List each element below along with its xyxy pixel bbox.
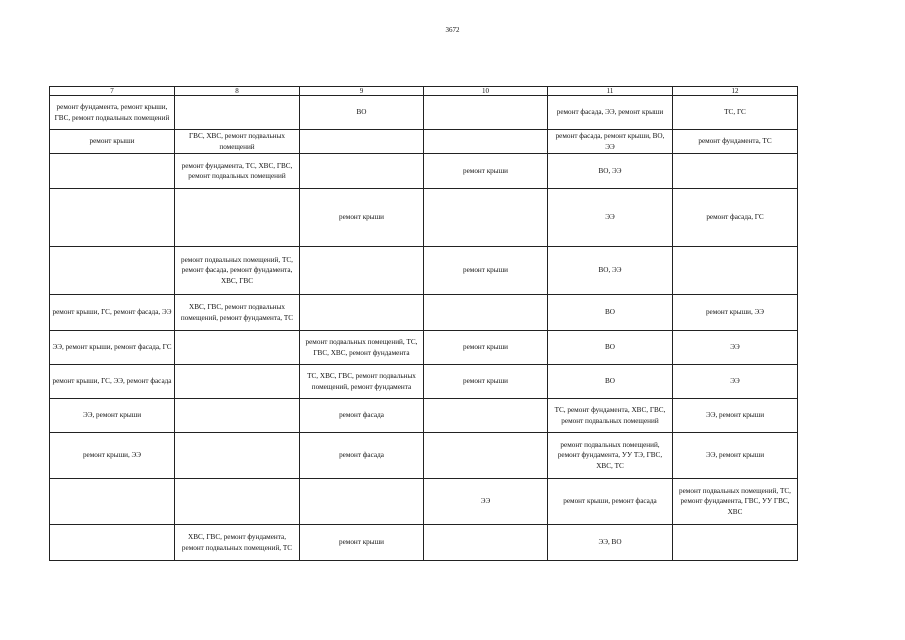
table-cell <box>50 247 175 295</box>
table-cell: ВО, ЭЭ <box>548 154 673 189</box>
table-cell: ЭЭ <box>673 331 798 365</box>
table-cell <box>300 154 424 189</box>
table-cell: ВО <box>548 365 673 399</box>
table-cell: ремонт фундамента, ремонт крыши, ГВС, ремонт подвальных помещений <box>50 96 175 130</box>
table-cell: ВО <box>548 295 673 331</box>
table-cell <box>175 433 300 479</box>
table-cell: ремонт подвальных помещений, ремонт фундамента, УУ ТЭ, ГВС, ХВС, ТС <box>548 433 673 479</box>
table-cell: ЭЭ, ремонт крыши <box>50 399 175 433</box>
table-cell: ЭЭ <box>424 479 548 525</box>
table-row <box>50 399 798 433</box>
table-row <box>50 479 798 525</box>
table-cell <box>424 189 548 247</box>
table-cell: ремонт подвальных помещений, ТС, ремонт фасада, ремонт фундамента, ХВС, ГВС <box>175 247 300 295</box>
table-cell: ВО <box>548 331 673 365</box>
table-cell: ремонт крыши, ЭЭ <box>50 433 175 479</box>
table-row <box>50 247 798 295</box>
table-cell: ЭЭ <box>673 365 798 399</box>
table-cell <box>175 399 300 433</box>
table-cell: ВО, ЭЭ <box>548 247 673 295</box>
table-row <box>50 96 798 130</box>
table-cell <box>50 189 175 247</box>
table-cell: ЭЭ, ремонт крыши <box>673 433 798 479</box>
table-cell: ЭЭ, ремонт крыши, ремонт фасада, ГС <box>50 331 175 365</box>
table-cell <box>673 247 798 295</box>
table-cell: ремонт фасада, ГС <box>673 189 798 247</box>
table-cell <box>50 154 175 189</box>
table-cell: ремонт фундамента, ТС <box>673 130 798 154</box>
table-cell <box>50 525 175 561</box>
table-cell: ГВС, ХВС, ремонт подвальных помещений <box>175 130 300 154</box>
works-table <box>49 86 798 561</box>
table-cell <box>673 154 798 189</box>
column-header: 7 <box>50 87 175 96</box>
table-cell <box>300 247 424 295</box>
table-cell <box>424 295 548 331</box>
table-cell: ремонт крыши <box>424 154 548 189</box>
table-cell: ремонт крыши <box>424 365 548 399</box>
table-row <box>50 365 798 399</box>
table-row <box>50 433 798 479</box>
table-cell <box>50 479 175 525</box>
header-row <box>50 87 798 96</box>
table-row <box>50 331 798 365</box>
table-cell: ХВС, ГВС, ремонт фундамента, ремонт подвальных помещений, ТС <box>175 525 300 561</box>
table-row <box>50 189 798 247</box>
table-cell: ТС, ХВС, ГВС, ремонт подвальных помещений, ремонт фундамента <box>300 365 424 399</box>
table-cell: ремонт подвальных помещений, ТС, ГВС, ХВС, ремонт фундамента <box>300 331 424 365</box>
table-cell: ЭЭ, ВО <box>548 525 673 561</box>
page-number: 3672 <box>445 26 460 34</box>
table-cell: ремонт крыши <box>50 130 175 154</box>
table-cell: ЭЭ, ремонт крыши <box>673 399 798 433</box>
column-header: 12 <box>673 87 798 96</box>
column-header: 9 <box>300 87 424 96</box>
table-cell: ремонт фундамента, ТС, ХВС, ГВС, ремонт подвальных помещений <box>175 154 300 189</box>
table-cell: ремонт крыши, ремонт фасада <box>548 479 673 525</box>
table-cell: ремонт фасада, ЭЭ, ремонт крыши <box>548 96 673 130</box>
column-header: 10 <box>424 87 548 96</box>
table-cell <box>300 479 424 525</box>
table-cell: ремонт крыши <box>424 247 548 295</box>
table-cell: ремонт крыши <box>300 189 424 247</box>
table-cell <box>424 433 548 479</box>
table-row <box>50 130 798 154</box>
table-cell <box>175 331 300 365</box>
table-cell: ремонт крыши, ГС, ремонт фасада, ЭЭ <box>50 295 175 331</box>
table-row <box>50 295 798 331</box>
table-cell <box>424 96 548 130</box>
table-cell: ТС, ГС <box>673 96 798 130</box>
table-cell <box>175 479 300 525</box>
column-header: 11 <box>548 87 673 96</box>
table-cell: ремонт фасада <box>300 399 424 433</box>
table-cell: ВО <box>300 96 424 130</box>
table-cell <box>424 399 548 433</box>
table-cell: ХВС, ГВС, ремонт подвальных помещений, ремонт фундамента, ТС <box>175 295 300 331</box>
table-cell: ремонт крыши <box>300 525 424 561</box>
table-cell: ремонт крыши <box>424 331 548 365</box>
table-cell <box>673 525 798 561</box>
table-cell: ремонт крыши, ГС, ЭЭ, ремонт фасада <box>50 365 175 399</box>
table-row <box>50 525 798 561</box>
table-cell: ремонт подвальных помещений, ТС, ремонт фундамента, ГВС, УУ ГВС, ХВС <box>673 479 798 525</box>
table-cell <box>424 130 548 154</box>
column-header: 8 <box>175 87 300 96</box>
table-cell <box>175 96 300 130</box>
table-cell <box>300 130 424 154</box>
table-cell <box>175 189 300 247</box>
table-cell <box>300 295 424 331</box>
table-cell: ЭЭ <box>548 189 673 247</box>
table-cell: ТС, ремонт фундамента, ХВС, ГВС, ремонт подвальных помещений <box>548 399 673 433</box>
table-cell <box>424 525 548 561</box>
table-cell: ремонт фасада, ремонт крыши, ВО, ЭЭ <box>548 130 673 154</box>
table-cell <box>175 365 300 399</box>
table-cell: ремонт крыши, ЭЭ <box>673 295 798 331</box>
table-row <box>50 154 798 189</box>
table-cell: ремонт фасада <box>300 433 424 479</box>
